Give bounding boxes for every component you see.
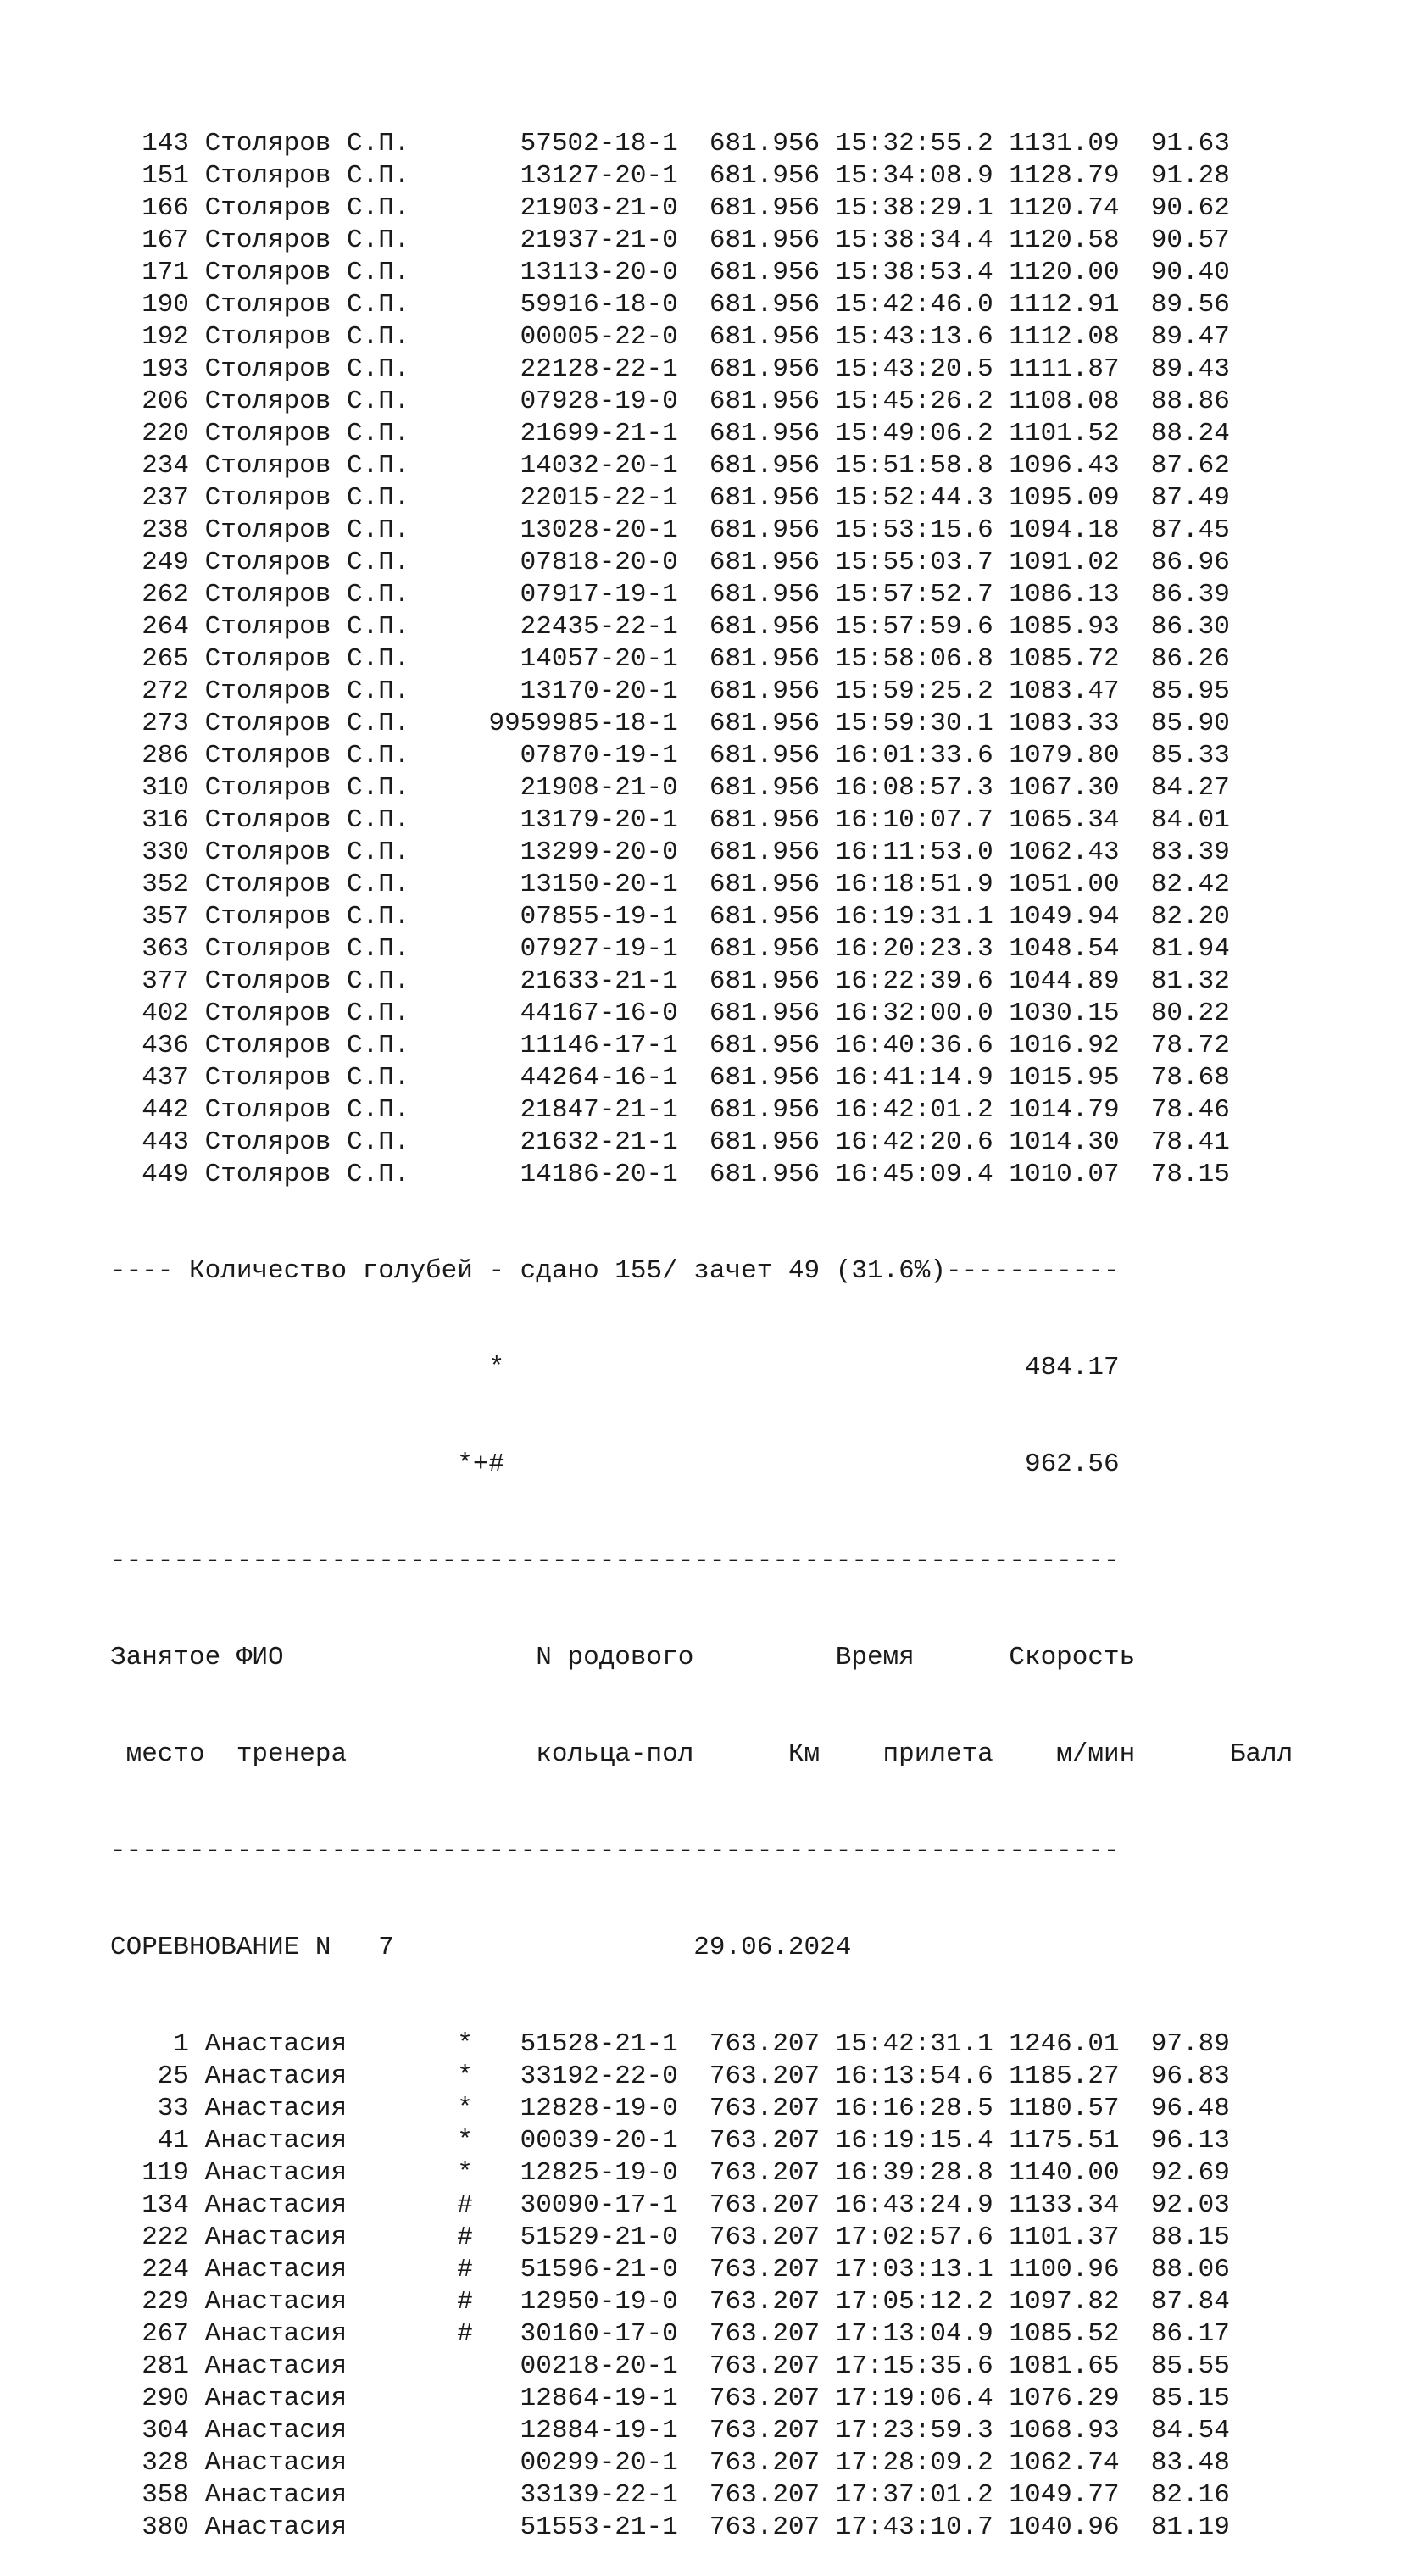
table-row: 134 Анастасия # 30090-17-1 763.207 16:43:24.9 1133.34 92.03	[110, 2190, 1230, 2220]
divider-line: ----------------------------------------------------------------	[110, 1546, 1120, 1576]
table-header-line-1: Занятое ФИО N родового Время Скорость	[110, 1643, 1136, 1672]
table-row: 206 Столяров С.П. 07928-19-0 681.956 15:45:26.2 1108.08 88.86	[110, 387, 1230, 416]
table-row: 33 Анастасия * 12828-19-0 763.207 16:16:28.5 1180.57 96.48	[110, 2094, 1230, 2123]
table-row: 290 Анастасия 12864-19-1 763.207 17:19:06.4 1076.29 85.15	[110, 2384, 1230, 2413]
table-row: 437 Столяров С.П. 44264-16-1 681.956 16:41:14.9 1015.95 78.68	[110, 1063, 1230, 1093]
table-row: 167 Столяров С.П. 21937-21-0 681.956 15:38:34.4 1120.58 90.57	[110, 225, 1230, 255]
table-row: 286 Столяров С.П. 07870-19-1 681.956 16:01:33.6 1079.80 85.33	[110, 741, 1230, 771]
table-row: 151 Столяров С.П. 13127-20-1 681.956 15:34:08.9 1128.79 91.28	[110, 161, 1230, 191]
table-row: 25 Анастасия * 33192-22-0 763.207 16:13:54.6 1185.27 96.83	[110, 2061, 1230, 2091]
table-row: 363 Столяров С.П. 07927-19-1 681.956 16:20:23.3 1048.54 81.94	[110, 934, 1230, 964]
results-document	[110, 64, 1293, 2576]
table-row: 238 Столяров С.П. 13028-20-1 681.956 15:53:15.6 1094.18 87.45	[110, 515, 1230, 545]
table-row: 273 Столяров С.П. 9959985-18-1 681.956 15:59:30.1 1083.33 85.90	[110, 709, 1230, 738]
table-row: 190 Столяров С.П. 59916-18-0 681.956 15:42:46.0 1112.91 89.56	[110, 290, 1230, 320]
table-row: 328 Анастасия 00299-20-1 763.207 17:28:09.2 1062.74 83.48	[110, 2448, 1230, 2478]
table-row: 316 Столяров С.П. 13179-20-1 681.956 16:10:07.7 1065.34 84.01	[110, 805, 1230, 835]
table-row: 443 Столяров С.П. 21632-21-1 681.956 16:42:20.6 1014.30 78.41	[110, 1127, 1230, 1157]
table-row: 41 Анастасия * 00039-20-1 763.207 16:19:15.4 1175.51 96.13	[110, 2126, 1230, 2156]
section-2-rows	[110, 2028, 1293, 2544]
section-1-rows	[110, 128, 1293, 1191]
table-row: 249 Столяров С.П. 07818-20-0 681.956 15:55:03.7 1091.02 86.96	[110, 548, 1230, 577]
table-row: 192 Столяров С.П. 00005-22-0 681.956 15:43:13.6 1112.08 89.47	[110, 322, 1230, 352]
table-row: 229 Анастасия # 12950-19-0 763.207 17:05:12.2 1097.82 87.84	[110, 2287, 1230, 2317]
divider-line: ----------------------------------------------------------------	[110, 1836, 1120, 1866]
table-row: 265 Столяров С.П. 14057-20-1 681.956 15:58:06.8 1085.72 86.26	[110, 644, 1230, 674]
table-row: 357 Столяров С.П. 07855-19-1 681.956 16:19:31.1 1049.94 82.20	[110, 902, 1230, 932]
summary-line: ---- Количество голубей - сдано 155/ зачет 49 (31.6%)-----------	[110, 1256, 1120, 1286]
table-header-line-2: место тренера кольца-пол Км прилета м/мин Балл	[110, 1739, 1294, 1769]
table-row: 267 Анастасия # 30160-17-0 763.207 17:13:04.9 1085.52 86.17	[110, 2319, 1230, 2349]
table-row: 1 Анастасия * 51528-21-1 763.207 15:42:31.1 1246.01 97.89	[110, 2029, 1230, 2059]
table-row: 281 Анастасия 00218-20-1 763.207 17:15:35.6 1081.65 85.55	[110, 2351, 1230, 2381]
table-row: 436 Столяров С.П. 11146-17-1 681.956 16:40:36.6 1016.92 78.72	[110, 1031, 1230, 1060]
table-row: 193 Столяров С.П. 22128-22-1 681.956 15:43:20.5 1111.87 89.43	[110, 354, 1230, 384]
table-row: 237 Столяров С.П. 22015-22-1 681.956 15:52:44.3 1095.09 87.49	[110, 483, 1230, 513]
table-row: 143 Столяров С.П. 57502-18-1 681.956 15:32:55.2 1131.09 91.63	[110, 129, 1230, 159]
table-row: 234 Столяров С.П. 14032-20-1 681.956 15:51:58.8 1096.43 87.62	[110, 451, 1230, 481]
table-row: 377 Столяров С.П. 21633-21-1 681.956 16:22:39.6 1044.89 81.32	[110, 966, 1230, 996]
competition-title-line: СОРЕВНОВАНИЕ N 7 29.06.2024	[110, 1933, 852, 1962]
table-row: 171 Столяров С.П. 13113-20-0 681.956 15:38:53.4 1120.00 90.40	[110, 258, 1230, 287]
table-row: 380 Анастасия 51553-21-1 763.207 17:43:10.7 1040.96 81.19	[110, 2512, 1230, 2542]
table-row: 220 Столяров С.П. 21699-21-1 681.956 15:49:06.2 1101.52 88.24	[110, 419, 1230, 448]
table-row: 304 Анастасия 12884-19-1 763.207 17:23:59.3 1068.93 84.54	[110, 2416, 1230, 2445]
table-row: 222 Анастасия # 51529-21-0 763.207 17:02:57.6 1101.37 88.15	[110, 2223, 1230, 2252]
table-row: 358 Анастасия 33139-22-1 763.207 17:37:01.2 1049.77 82.16	[110, 2480, 1230, 2510]
table-row: 352 Столяров С.П. 13150-20-1 681.956 16:18:51.9 1051.00 82.42	[110, 870, 1230, 899]
table-row: 402 Столяров С.П. 44167-16-0 681.956 16:32:00.0 1030.15 80.22	[110, 999, 1230, 1028]
table-row: 224 Анастасия # 51596-21-0 763.207 17:03:13.1 1100.96 88.06	[110, 2255, 1230, 2284]
table-row: 310 Столяров С.П. 21908-21-0 681.956 16:08:57.3 1067.30 84.27	[110, 773, 1230, 803]
table-row: 272 Столяров С.П. 13170-20-1 681.956 15:59:25.2 1083.47 85.95	[110, 676, 1230, 706]
table-row: 442 Столяров С.П. 21847-21-1 681.956 16:42:01.2 1014.79 78.46	[110, 1095, 1230, 1125]
table-row: 264 Столяров С.П. 22435-22-1 681.956 15:57:59.6 1085.93 86.30	[110, 612, 1230, 642]
table-row: 330 Столяров С.П. 13299-20-0 681.956 16:11:53.0 1062.43 83.39	[110, 837, 1230, 867]
table-row: 262 Столяров С.П. 07917-19-1 681.956 15:57:52.7 1086.13 86.39	[110, 580, 1230, 609]
table-row: 449 Столяров С.П. 14186-20-1 681.956 16:45:09.4 1010.07 78.15	[110, 1160, 1230, 1189]
total-star-line: * 484.17	[110, 1353, 1120, 1383]
total-star-plus-hash-line: *+# 962.56	[110, 1449, 1120, 1479]
table-row: 166 Столяров С.П. 21903-21-0 681.956 15:38:29.1 1120.74 90.62	[110, 193, 1230, 223]
table-row: 119 Анастасия * 12825-19-0 763.207 16:39:28.8 1140.00 92.69	[110, 2158, 1230, 2188]
